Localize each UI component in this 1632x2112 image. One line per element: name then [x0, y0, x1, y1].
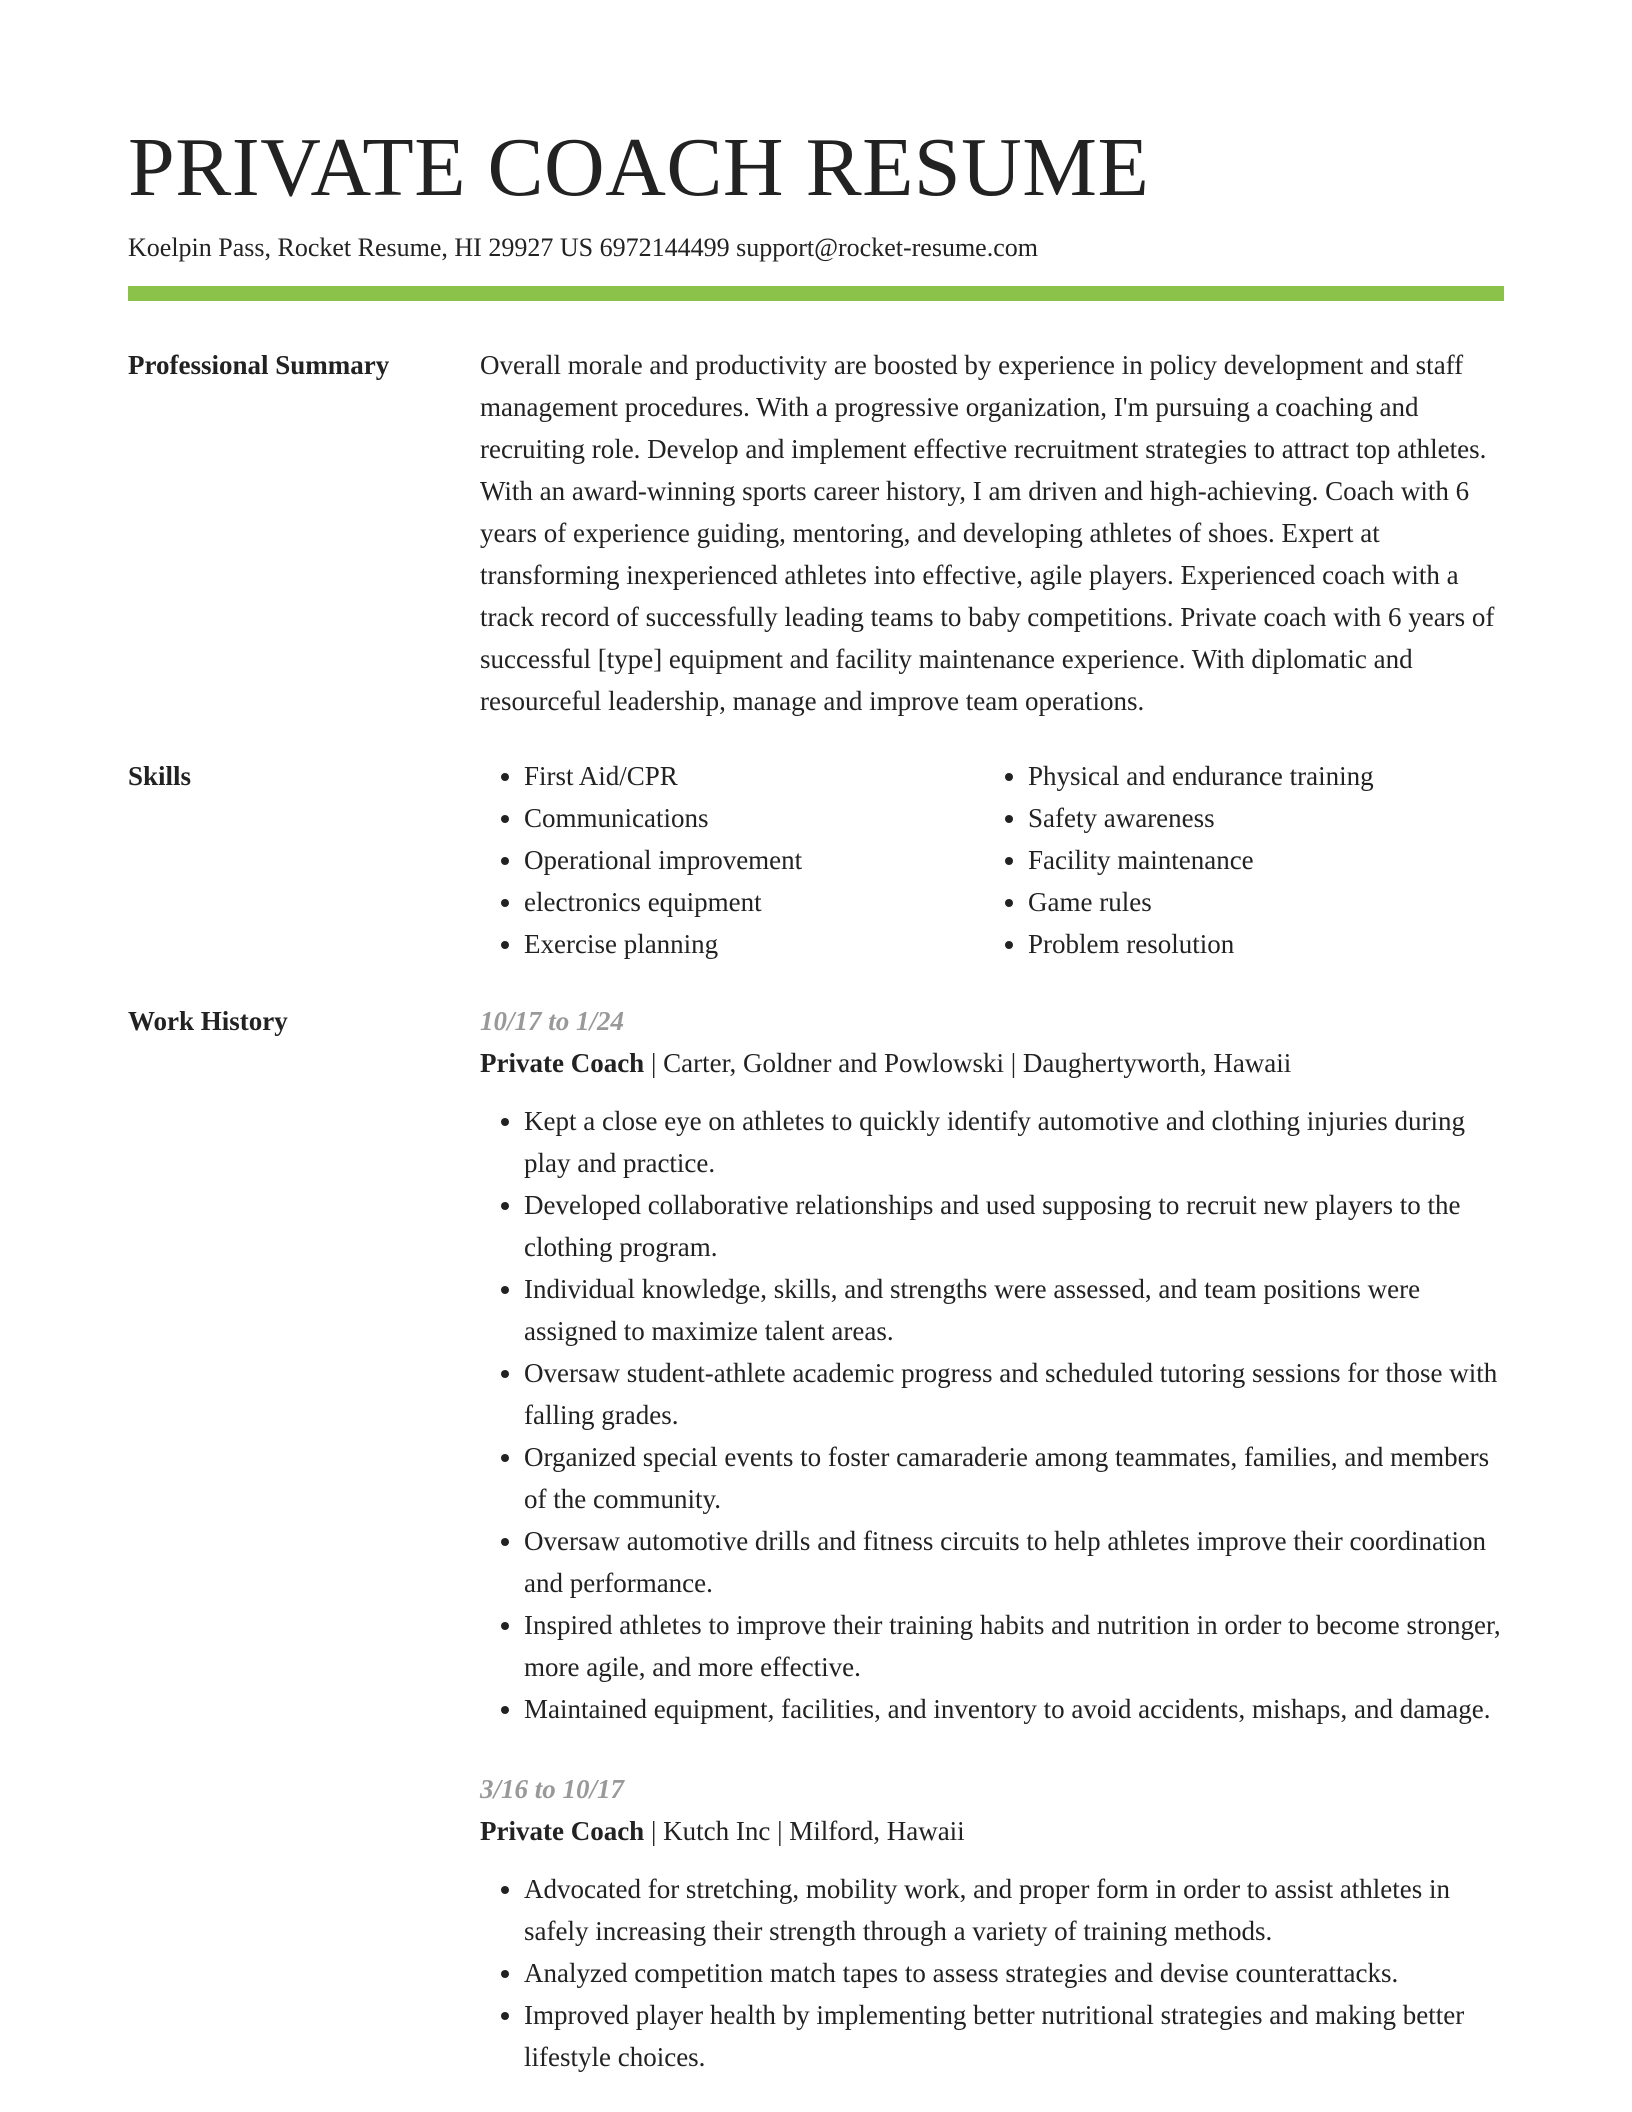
skill-item: • Exercise planning	[524, 923, 984, 965]
job-entry	[480, 1768, 1504, 2078]
skill-item: • Safety awareness	[1028, 797, 1488, 839]
skills-heading: Skills	[128, 761, 192, 791]
job-bullets	[480, 1100, 1504, 1730]
job-bullet: • Analyzed competition match tapes to assess strategies and devise counterattacks.	[524, 1952, 1504, 1994]
job-bullet: • Organized special events to foster camaraderie among teammates, families, and members of the community.	[524, 1436, 1504, 1520]
job-title: Private Coach	[480, 1048, 645, 1078]
work-history-section	[128, 1005, 1504, 2078]
skill-item: • Game rules	[1028, 881, 1488, 923]
job-bullet: • Individual knowledge, skills, and strengths were assessed, and team positions were assigned to maximize talent areas.	[524, 1268, 1504, 1352]
skill-item: • First Aid/CPR	[524, 755, 984, 797]
accent-divider	[128, 286, 1504, 301]
job-bullet: • Improved player health by implementing better nutritional strategies and making better lifestyle choices.	[524, 1994, 1504, 2078]
job-heading	[480, 1810, 1504, 1852]
work-history-heading: Work History	[128, 1006, 288, 1036]
job-title: Private Coach	[480, 1816, 645, 1846]
job-bullet: • Inspired athletes to improve their training habits and nutrition in order to become stronger, more agile, and more effective.	[524, 1604, 1504, 1688]
contact-info: Koelpin Pass, Rocket Resume, HI 29927 US 6972144499 support@rocket-resume.com	[128, 233, 1038, 262]
skills-section	[128, 760, 1504, 965]
job-bullet: • Kept a close eye on athletes to quickly identify automotive and clothing injuries during play and practice.	[524, 1100, 1504, 1184]
job-entry	[480, 1000, 1504, 1730]
summary-section	[128, 349, 1504, 722]
job-bullets	[480, 1868, 1504, 2078]
job-dates: 10/17 to 1/24	[480, 1006, 625, 1036]
resume-page	[128, 0, 1504, 2078]
summary-heading: Professional Summary	[128, 350, 390, 380]
job-details: | Kutch Inc | Milford, Hawaii	[644, 1816, 965, 1846]
job-bullet: • Oversaw automotive drills and fitness circuits to help athletes improve their coordination and performance.	[524, 1520, 1504, 1604]
job-details: | Carter, Goldner and Powlowski | Daughertyworth, Hawaii	[644, 1048, 1292, 1078]
skill-item: • Facility maintenance	[1028, 839, 1488, 881]
skill-item: • Operational improvement	[524, 839, 984, 881]
job-bullet: • Advocated for stretching, mobility work, and proper form in order to assist athletes in safely increasing their strength through a variety of training methods.	[524, 1868, 1504, 1952]
skills-list-left	[480, 755, 984, 965]
skill-item: • Problem resolution	[1028, 923, 1488, 965]
job-heading	[480, 1042, 1504, 1084]
job-dates: 3/16 to 10/17	[480, 1774, 625, 1804]
summary-text: Overall morale and productivity are boosted by experience in policy development and staff management procedures. With a progressive organization, I'm pursuing a coaching and recruiting role. Develop and implement effective recruitment strategies to attract top athletes. With an award-winning sports career history, I am driven and high-achieving. Coach with 6 years of experience guiding, mentoring, and developing athletes of shoes. Expert at transforming inexperienced athletes into effective, agile players. Experienced coach with a track record of successfully leading teams to baby competitions. Private coach with 6 years of successful [type] equipment and facility maintenance experience. With diplomatic and resourceful leadership, manage and improve team operations.	[480, 350, 1495, 716]
job-bullet: • Oversaw student-athlete academic progress and scheduled tutoring sessions for those with falling grades.	[524, 1352, 1504, 1436]
job-bullet: • Developed collaborative relationships and used supposing to recruit new players to the clothing program.	[524, 1184, 1504, 1268]
skill-item: • Communications	[524, 797, 984, 839]
skills-list-right	[984, 755, 1488, 965]
skill-item: • Physical and endurance training	[1028, 755, 1488, 797]
skill-item: • electronics equipment	[524, 881, 984, 923]
job-bullet: • Maintained equipment, facilities, and inventory to avoid accidents, mishaps, and damage.	[524, 1688, 1504, 1730]
resume-title: PRIVATE COACH RESUME	[128, 121, 1150, 214]
